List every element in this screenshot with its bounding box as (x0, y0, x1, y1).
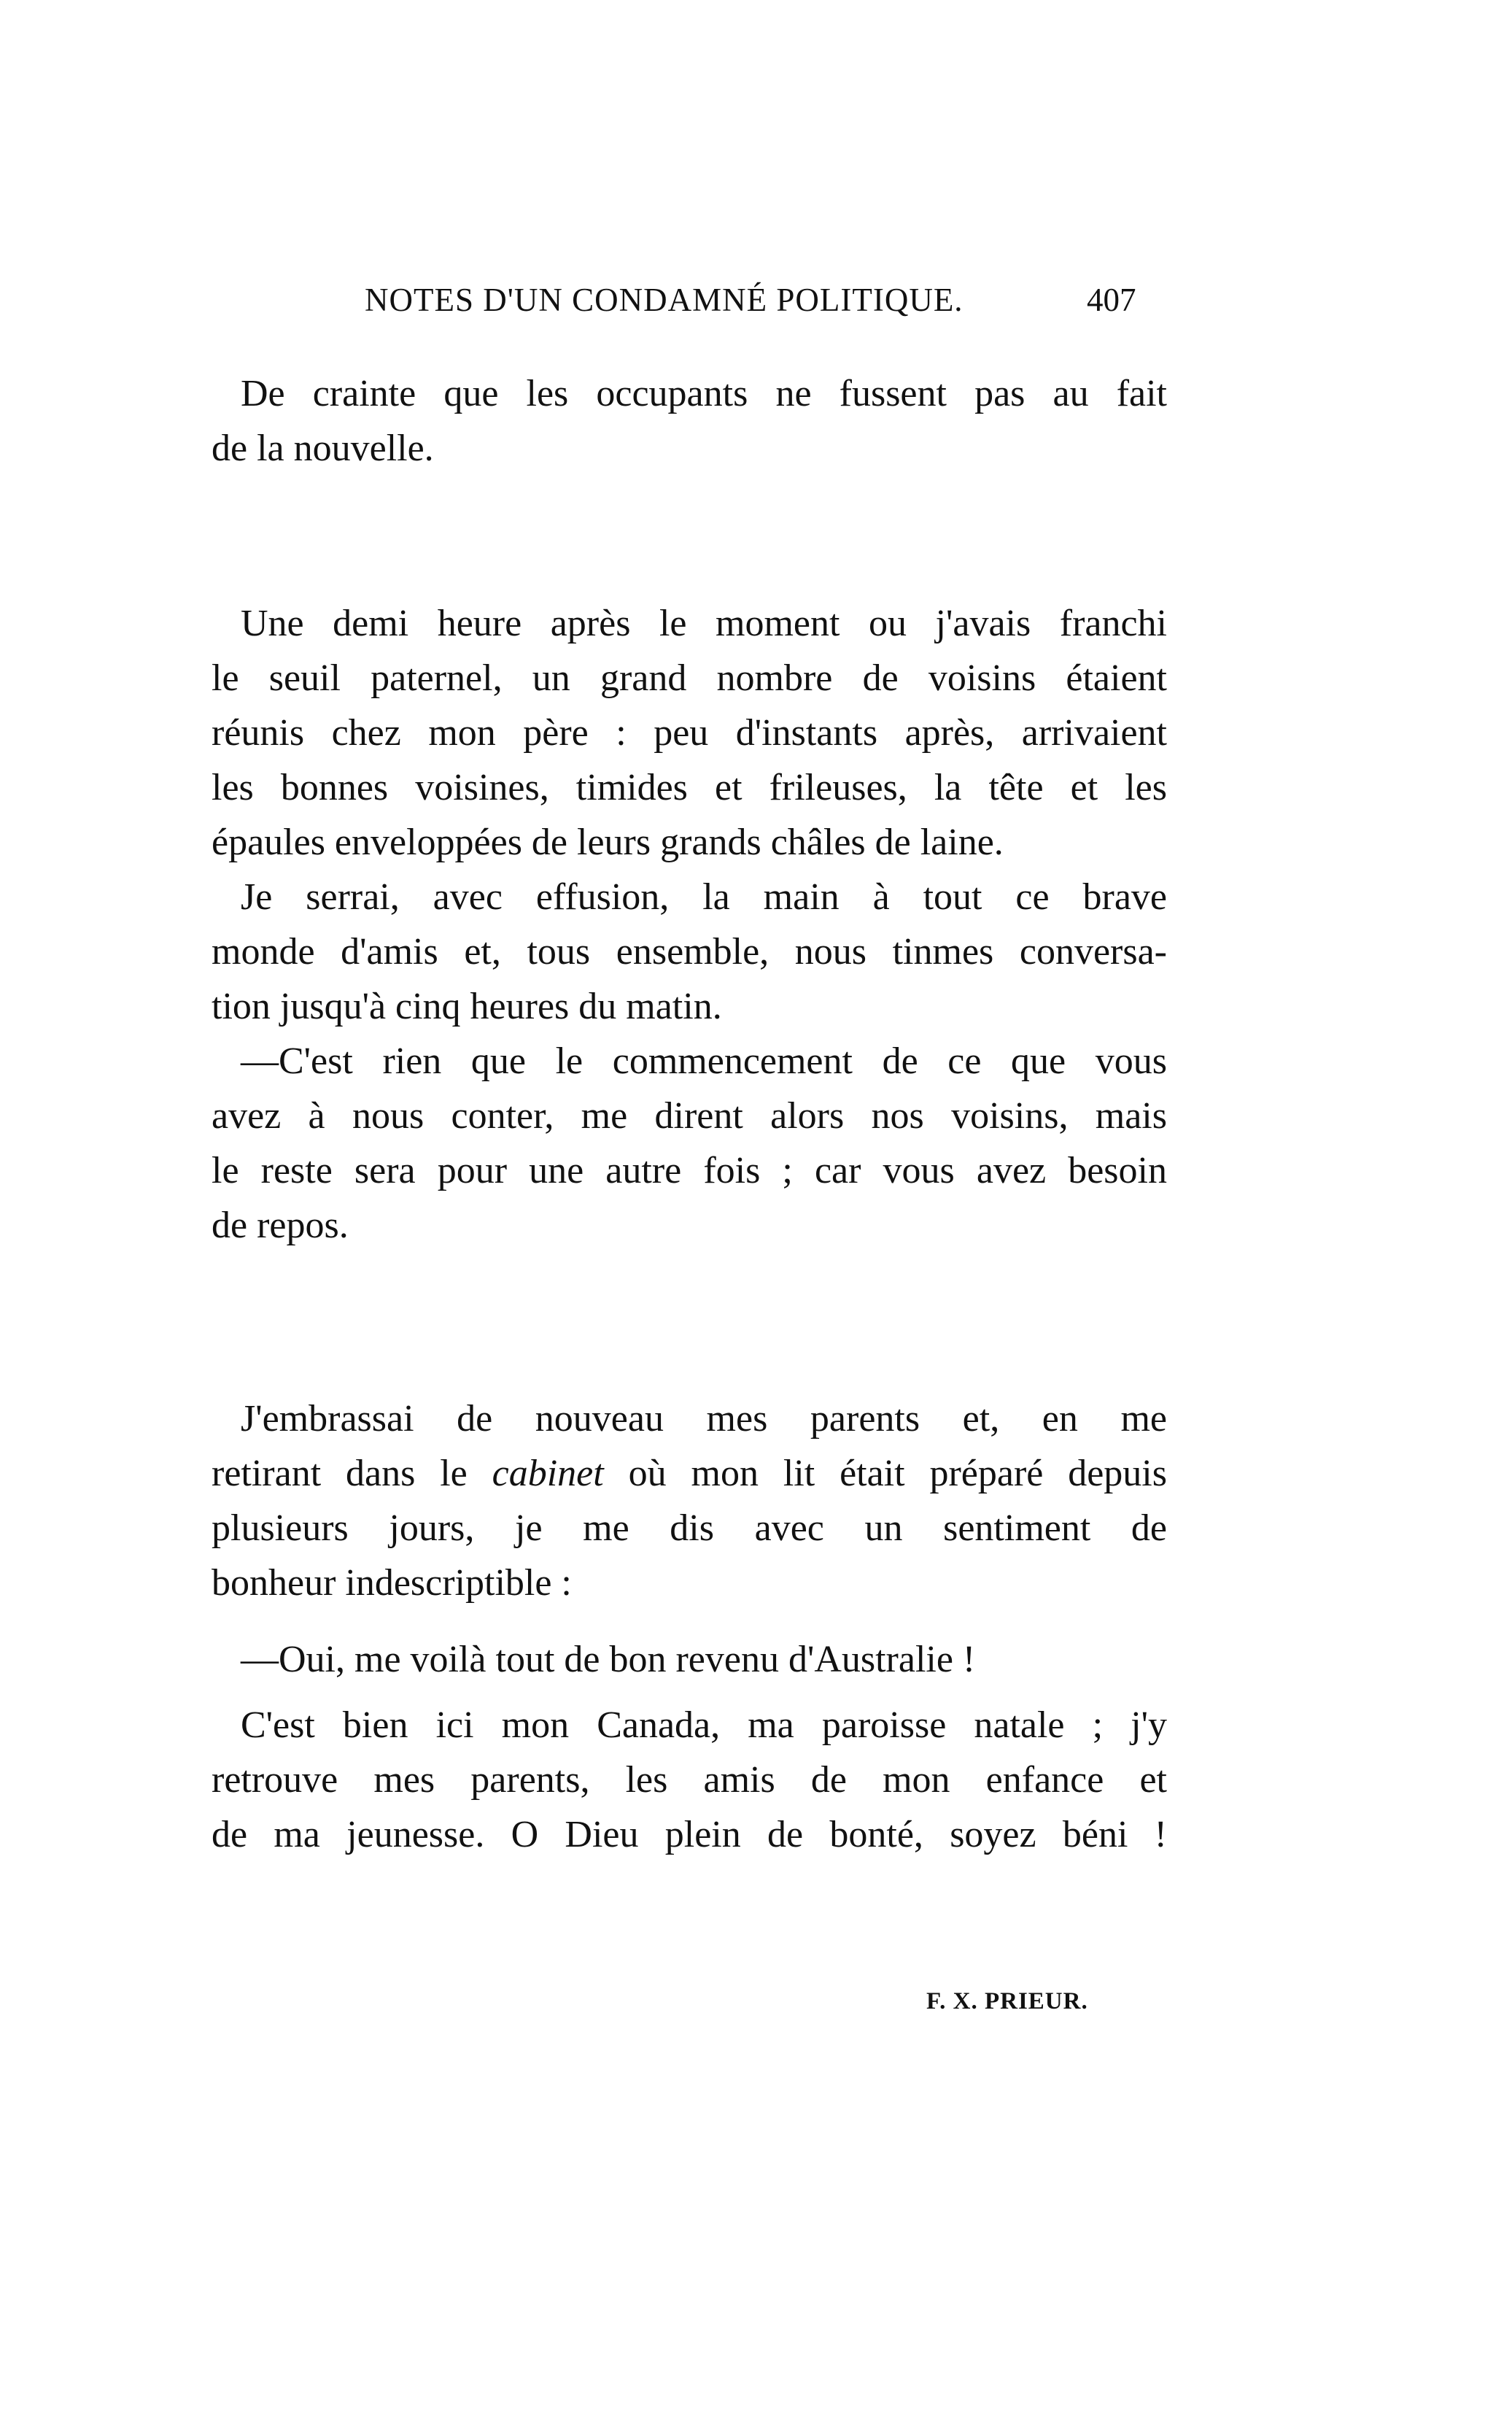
text-line: de repos. (212, 1205, 349, 1246)
text-line: les bonnes voisines, timides et frileuses, la tête et les (212, 767, 1167, 808)
text-line: avez à nous conter, me dirent alors nos voisins, mais (212, 1095, 1167, 1137)
text-line: le seuil paternel, un grand nombre de voisins étaient (212, 657, 1167, 699)
text-line: C'est bien ici mon Canada, ma paroisse natale ; j'y (241, 1704, 1167, 1746)
text-line: —Oui, me voilà tout de bon revenu d'Australie ! (241, 1639, 976, 1680)
text-line-with-italic (212, 1452, 1167, 1496)
text-line: J'embrassai de nouveau mes parents et, en me (241, 1398, 1167, 1440)
text-line: de la nouvelle. (212, 428, 434, 469)
text-line: monde d'amis et, tous ensemble, nous tinmes conversa- (212, 931, 1167, 973)
text-line: épaules enveloppées de leurs grands châles de laine. (212, 822, 1004, 863)
text-line: tion jusqu'à cinq heures du matin. (212, 986, 722, 1027)
text-line: retrouve mes parents, les amis de mon enfance et (212, 1759, 1167, 1801)
text-line: de ma jeunesse. O Dieu plein de bonté, soyez béni ! (212, 1814, 1167, 1855)
page-number: 407 (1087, 282, 1136, 318)
text-line: Une demi heure après le moment ou j'avais franchi (241, 603, 1167, 644)
text-line: —C'est rien que le commencement de ce que vous (241, 1040, 1167, 1082)
text-line: plusieurs jours, je me dis avec un sentiment de (212, 1507, 1167, 1549)
author-signature: F. X. PRIEUR. (926, 1988, 1088, 2014)
text-line: bonheur indescriptible : (212, 1562, 572, 1604)
running-title: NOTES D'UN CONDAMNÉ POLITIQUE. (365, 282, 964, 318)
text-line: réunis chez mon père : peu d'instants après, arrivaient (212, 712, 1167, 754)
text-line: le reste sera pour une autre fois ; car vous avez besoin (212, 1150, 1167, 1191)
text-segment: retirant dans le (212, 1453, 492, 1494)
text-line: De crainte que les occupants ne fussent pas au fait (241, 373, 1167, 414)
text-line: Je serrai, avec effusion, la main à tout ce brave (241, 876, 1167, 918)
text-segment: où mon lit était préparé depuis (603, 1453, 1167, 1494)
italic-word: cabinet (492, 1453, 604, 1494)
